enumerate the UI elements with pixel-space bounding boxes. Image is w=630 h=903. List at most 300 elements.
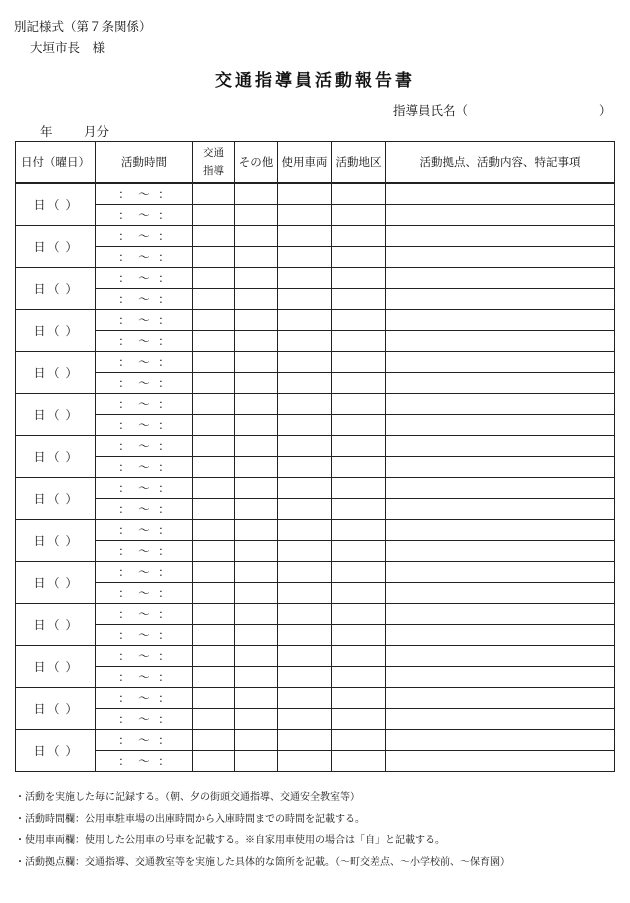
time-range-cell[interactable] (96, 289, 193, 310)
time-separator: 〜 (138, 313, 150, 327)
weekday-paren-close: ） (65, 618, 78, 632)
time-separator: 〜 (138, 733, 150, 747)
area-cell[interactable] (332, 373, 386, 394)
other-cell[interactable] (235, 331, 278, 352)
date-cell[interactable] (16, 646, 96, 688)
details-cell[interactable] (386, 499, 615, 520)
vehicle-cell[interactable] (278, 646, 332, 667)
day-label: 日 (33, 534, 46, 548)
details-cell[interactable] (386, 604, 615, 625)
table-row (16, 604, 615, 625)
time-separator: 〜 (138, 754, 150, 768)
time-separator: ： (118, 208, 130, 222)
time-separator: 〜 (138, 376, 150, 390)
date-cell[interactable] (16, 562, 96, 604)
date-cell[interactable] (16, 604, 96, 646)
traffic-guidance-cell[interactable] (193, 457, 235, 478)
table-header-row (16, 142, 615, 184)
time-separator: ： (118, 418, 130, 432)
time-separator: ： (118, 187, 130, 201)
time-range-cell[interactable] (96, 688, 193, 709)
date-cell[interactable] (16, 394, 96, 436)
weekday-paren-close: ） (65, 702, 78, 716)
area-cell[interactable] (332, 688, 386, 709)
vehicle-cell[interactable] (278, 457, 332, 478)
details-cell[interactable] (386, 268, 615, 289)
other-cell[interactable] (235, 373, 278, 394)
details-cell[interactable] (386, 625, 615, 646)
table-row (16, 646, 615, 667)
details-cell[interactable] (386, 667, 615, 688)
time-separator: ： (118, 229, 130, 243)
area-cell[interactable] (332, 457, 386, 478)
time-separator: ： (158, 649, 170, 663)
details-cell[interactable] (386, 562, 615, 583)
weekday-paren-close: ） (65, 576, 78, 590)
table-row (16, 478, 615, 499)
traffic-guidance-cell[interactable] (193, 310, 235, 331)
other-cell[interactable] (235, 394, 278, 415)
other-cell[interactable] (235, 457, 278, 478)
details-cell[interactable] (386, 352, 615, 373)
vehicle-cell[interactable] (278, 352, 332, 373)
area-cell[interactable] (332, 226, 386, 247)
time-range-cell[interactable] (96, 730, 193, 751)
time-separator: 〜 (138, 712, 150, 726)
other-cell[interactable] (235, 310, 278, 331)
time-range-cell[interactable] (96, 646, 193, 667)
details-cell[interactable] (386, 709, 615, 730)
time-range-cell[interactable] (96, 604, 193, 625)
weekday-paren-close: ） (65, 408, 78, 422)
time-range-cell[interactable] (96, 205, 193, 226)
vehicle-cell[interactable] (278, 310, 332, 331)
traffic-guidance-cell[interactable] (193, 352, 235, 373)
time-separator: 〜 (138, 586, 150, 600)
area-cell[interactable] (332, 394, 386, 415)
time-range-cell[interactable] (96, 457, 193, 478)
traffic-guidance-cell[interactable] (193, 394, 235, 415)
other-cell[interactable] (235, 646, 278, 667)
vehicle-cell[interactable] (278, 331, 332, 352)
vehicle-cell[interactable] (278, 541, 332, 562)
date-cell[interactable] (16, 183, 96, 226)
other-cell[interactable] (235, 268, 278, 289)
other-cell[interactable] (235, 247, 278, 268)
other-cell[interactable] (235, 751, 278, 772)
area-cell[interactable] (332, 205, 386, 226)
time-separator: 〜 (138, 418, 150, 432)
area-cell[interactable] (332, 415, 386, 436)
time-separator: ： (158, 481, 170, 495)
weekday-paren-close: ） (65, 660, 78, 674)
area-cell[interactable] (332, 541, 386, 562)
weekday-paren-close: ） (65, 744, 78, 758)
area-cell[interactable] (332, 352, 386, 373)
vehicle-cell[interactable] (278, 688, 332, 709)
traffic-guidance-cell[interactable] (193, 688, 235, 709)
vehicle-cell[interactable] (278, 730, 332, 751)
date-cell[interactable] (16, 268, 96, 310)
day-label: 日 (33, 366, 46, 380)
time-separator: ： (158, 523, 170, 537)
other-cell[interactable] (235, 499, 278, 520)
area-cell[interactable] (332, 289, 386, 310)
day-label: 日 (33, 576, 46, 590)
vehicle-cell[interactable] (278, 226, 332, 247)
header-other: その他 (235, 142, 278, 184)
time-range-cell[interactable] (96, 625, 193, 646)
details-cell[interactable] (386, 520, 615, 541)
traffic-guidance-cell[interactable] (193, 625, 235, 646)
time-separator: ： (158, 628, 170, 642)
time-range-cell[interactable] (96, 352, 193, 373)
details-cell[interactable] (386, 226, 615, 247)
time-range-cell[interactable] (96, 709, 193, 730)
area-cell[interactable] (332, 183, 386, 205)
date-cell[interactable] (16, 352, 96, 394)
other-cell[interactable] (235, 541, 278, 562)
time-separator: ： (158, 397, 170, 411)
time-range-cell[interactable] (96, 541, 193, 562)
vehicle-cell[interactable] (278, 247, 332, 268)
month-label: 月分 (84, 124, 110, 139)
instructor-name-label: 指導員氏名（ (393, 103, 469, 118)
traffic-guidance-cell[interactable] (193, 415, 235, 436)
year-label: 年 (40, 124, 53, 139)
table-row (16, 373, 615, 394)
details-cell[interactable] (386, 436, 615, 457)
time-separator: ： (118, 712, 130, 726)
other-cell[interactable] (235, 415, 278, 436)
traffic-guidance-cell[interactable] (193, 646, 235, 667)
other-cell[interactable] (235, 436, 278, 457)
other-cell[interactable] (235, 226, 278, 247)
traffic-guidance-cell[interactable] (193, 183, 235, 205)
vehicle-cell[interactable] (278, 583, 332, 604)
date-cell[interactable] (16, 478, 96, 520)
area-cell[interactable] (332, 268, 386, 289)
table-row (16, 625, 615, 646)
area-cell[interactable] (332, 331, 386, 352)
area-cell[interactable] (332, 310, 386, 331)
date-cell[interactable] (16, 436, 96, 478)
day-label: 日 (33, 744, 46, 758)
time-separator: ： (158, 208, 170, 222)
other-cell[interactable] (235, 289, 278, 310)
time-separator: ： (158, 544, 170, 558)
weekday-paren-open: （ (47, 450, 60, 464)
date-cell[interactable] (16, 226, 96, 268)
area-cell[interactable] (332, 562, 386, 583)
note-item: ・使用車両欄：使用した公用車の号車を記載する。※自家用車使用の場合は「自」と記載する。 (15, 835, 445, 846)
details-cell[interactable] (386, 688, 615, 709)
time-separator: ： (158, 607, 170, 621)
vehicle-cell[interactable] (278, 394, 332, 415)
traffic-guidance-cell[interactable] (193, 541, 235, 562)
table-row (16, 247, 615, 268)
table-row (16, 331, 615, 352)
date-cell[interactable] (16, 730, 96, 772)
traffic-guidance-cell[interactable] (193, 520, 235, 541)
time-separator: 〜 (138, 355, 150, 369)
other-cell[interactable] (235, 709, 278, 730)
vehicle-cell[interactable] (278, 709, 332, 730)
day-label: 日 (33, 450, 46, 464)
time-separator: ： (158, 292, 170, 306)
time-separator: 〜 (138, 628, 150, 642)
table-row (16, 583, 615, 604)
time-range-cell[interactable] (96, 751, 193, 772)
time-separator: ： (118, 355, 130, 369)
time-separator: ： (118, 460, 130, 474)
time-separator: 〜 (138, 649, 150, 663)
traffic-guidance-cell[interactable] (193, 331, 235, 352)
traffic-guidance-cell[interactable] (193, 730, 235, 751)
other-cell[interactable] (235, 667, 278, 688)
time-separator: 〜 (138, 460, 150, 474)
vehicle-cell[interactable] (278, 183, 332, 205)
time-range-cell[interactable] (96, 436, 193, 457)
details-cell[interactable] (386, 247, 615, 268)
weekday-paren-close: ） (65, 492, 78, 506)
table-row (16, 562, 615, 583)
traffic-guidance-cell[interactable] (193, 205, 235, 226)
vehicle-cell[interactable] (278, 478, 332, 499)
area-cell[interactable] (332, 667, 386, 688)
details-cell[interactable] (386, 373, 615, 394)
time-separator: 〜 (138, 544, 150, 558)
traffic-guidance-cell[interactable] (193, 289, 235, 310)
time-separator: 〜 (138, 292, 150, 306)
time-range-cell[interactable] (96, 268, 193, 289)
table-row (16, 289, 615, 310)
time-separator: ： (158, 754, 170, 768)
table-row (16, 709, 615, 730)
time-range-cell[interactable] (96, 226, 193, 247)
other-cell[interactable] (235, 520, 278, 541)
table-row (16, 352, 615, 373)
time-range-cell[interactable] (96, 499, 193, 520)
time-separator: 〜 (138, 607, 150, 621)
vehicle-cell[interactable] (278, 289, 332, 310)
note-item: ・活動拠点欄：交通指導、交通教室等を実施した具体的な箇所を記載。（〜町交差点、〜小学校前、〜保育園） (15, 856, 510, 868)
details-cell[interactable] (386, 583, 615, 604)
vehicle-cell[interactable] (278, 625, 332, 646)
details-cell[interactable] (386, 541, 615, 562)
day-label: 日 (33, 324, 46, 338)
traffic-guidance-cell[interactable] (193, 268, 235, 289)
time-separator: 〜 (138, 334, 150, 348)
table-row (16, 436, 615, 457)
other-cell[interactable] (235, 478, 278, 499)
note-item: ・活動時間欄：公用車駐車場の出庫時間から入庫時間までの時間を記載する。 (15, 813, 365, 825)
day-label: 日 (33, 240, 46, 254)
other-cell[interactable] (235, 205, 278, 226)
time-separator: ： (158, 565, 170, 579)
details-cell[interactable] (386, 310, 615, 331)
weekday-paren-open: （ (47, 702, 60, 716)
date-cell[interactable] (16, 520, 96, 562)
table-row (16, 394, 615, 415)
vehicle-cell[interactable] (278, 499, 332, 520)
time-separator: 〜 (138, 502, 150, 516)
time-separator: ： (158, 712, 170, 726)
traffic-guidance-cell[interactable] (193, 226, 235, 247)
vehicle-cell[interactable] (278, 205, 332, 226)
time-range-cell[interactable] (96, 247, 193, 268)
vehicle-cell[interactable] (278, 751, 332, 772)
area-cell[interactable] (332, 520, 386, 541)
details-cell[interactable] (386, 478, 615, 499)
note-item: ・活動を実施した毎に記録する。（朝、夕の街頭交通指導、交通安全教室等） (15, 792, 360, 803)
vehicle-cell[interactable] (278, 520, 332, 541)
vehicle-cell[interactable] (278, 667, 332, 688)
time-separator: 〜 (138, 397, 150, 411)
time-separator: 〜 (138, 250, 150, 264)
other-cell[interactable] (235, 183, 278, 205)
weekday-paren-close: ） (65, 240, 78, 254)
traffic-guidance-cell[interactable] (193, 373, 235, 394)
weekday-paren-open: （ (47, 576, 60, 590)
traffic-guidance-cell[interactable] (193, 562, 235, 583)
header-date: 日付（曜日） (16, 142, 96, 184)
traffic-guidance-cell[interactable] (193, 709, 235, 730)
other-cell[interactable] (235, 730, 278, 751)
table-row (16, 667, 615, 688)
vehicle-cell[interactable] (278, 604, 332, 625)
vehicle-cell[interactable] (278, 562, 332, 583)
time-range-cell[interactable] (96, 562, 193, 583)
traffic-guidance-cell[interactable] (193, 583, 235, 604)
area-cell[interactable] (332, 499, 386, 520)
other-cell[interactable] (235, 562, 278, 583)
day-label: 日 (33, 408, 46, 422)
vehicle-cell[interactable] (278, 268, 332, 289)
time-range-cell[interactable] (96, 183, 193, 205)
header-details: 活動拠点、活動内容、特記事項 (386, 142, 615, 184)
time-separator: ： (118, 376, 130, 390)
time-range-cell[interactable] (96, 415, 193, 436)
details-cell[interactable] (386, 183, 615, 205)
weekday-paren-open: （ (47, 618, 60, 632)
time-separator: ： (118, 292, 130, 306)
area-cell[interactable] (332, 583, 386, 604)
area-cell[interactable] (332, 625, 386, 646)
table-row (16, 310, 615, 331)
time-range-cell[interactable] (96, 394, 193, 415)
date-cell[interactable] (16, 688, 96, 730)
time-separator: ： (158, 670, 170, 684)
time-separator: ： (158, 586, 170, 600)
traffic-guidance-cell[interactable] (193, 604, 235, 625)
area-cell[interactable] (332, 709, 386, 730)
time-separator: ： (158, 733, 170, 747)
details-cell[interactable] (386, 415, 615, 436)
details-cell[interactable] (386, 331, 615, 352)
time-separator: ： (118, 397, 130, 411)
area-cell[interactable] (332, 247, 386, 268)
traffic-guidance-cell[interactable] (193, 667, 235, 688)
time-range-cell[interactable] (96, 667, 193, 688)
traffic-guidance-cell[interactable] (193, 499, 235, 520)
activity-report-table (15, 141, 615, 772)
year-month-field (40, 122, 109, 140)
weekday-paren-close: ） (65, 324, 78, 338)
time-range-cell[interactable] (96, 373, 193, 394)
area-cell[interactable] (332, 751, 386, 772)
time-range-cell[interactable] (96, 520, 193, 541)
addressee: 大垣市長 様 (30, 40, 106, 55)
details-cell[interactable] (386, 205, 615, 226)
area-cell[interactable] (332, 436, 386, 457)
time-separator: 〜 (138, 439, 150, 453)
weekday-paren-open: （ (47, 408, 60, 422)
table-row (16, 268, 615, 289)
traffic-guidance-cell[interactable] (193, 436, 235, 457)
time-separator: ： (158, 418, 170, 432)
vehicle-cell[interactable] (278, 373, 332, 394)
traffic-guidance-cell[interactable] (193, 247, 235, 268)
other-cell[interactable] (235, 625, 278, 646)
other-cell[interactable] (235, 583, 278, 604)
time-separator: ： (118, 271, 130, 285)
details-cell[interactable] (386, 646, 615, 667)
header-activity-time: 活動時間 (96, 142, 193, 184)
time-range-cell[interactable] (96, 478, 193, 499)
other-cell[interactable] (235, 352, 278, 373)
traffic-guidance-cell[interactable] (193, 751, 235, 772)
details-cell[interactable] (386, 751, 615, 772)
time-range-cell[interactable] (96, 331, 193, 352)
details-cell[interactable] (386, 457, 615, 478)
time-separator: 〜 (138, 271, 150, 285)
table-row (16, 499, 615, 520)
time-separator: 〜 (138, 208, 150, 222)
time-separator: ： (158, 187, 170, 201)
table-row (16, 457, 615, 478)
weekday-paren-close: ） (65, 450, 78, 464)
time-separator: ： (118, 481, 130, 495)
time-range-cell[interactable] (96, 310, 193, 331)
details-cell[interactable] (386, 730, 615, 751)
time-range-cell[interactable] (96, 583, 193, 604)
weekday-paren-open: （ (47, 744, 60, 758)
vehicle-cell[interactable] (278, 415, 332, 436)
traffic-guidance-cell[interactable] (193, 478, 235, 499)
details-cell[interactable] (386, 289, 615, 310)
time-separator: ： (158, 229, 170, 243)
date-cell[interactable] (16, 310, 96, 352)
area-cell[interactable] (332, 730, 386, 751)
time-separator: ： (158, 502, 170, 516)
time-separator: ： (158, 460, 170, 474)
header-vehicle: 使用車両 (278, 142, 332, 184)
time-separator: ： (118, 649, 130, 663)
details-cell[interactable] (386, 394, 615, 415)
time-separator: ： (118, 628, 130, 642)
table-row (16, 183, 615, 205)
vehicle-cell[interactable] (278, 436, 332, 457)
other-cell[interactable] (235, 688, 278, 709)
table-row (16, 541, 615, 562)
other-cell[interactable] (235, 604, 278, 625)
area-cell[interactable] (332, 478, 386, 499)
area-cell[interactable] (332, 604, 386, 625)
weekday-paren-open: （ (47, 198, 60, 212)
time-separator: ： (158, 376, 170, 390)
area-cell[interactable] (332, 646, 386, 667)
